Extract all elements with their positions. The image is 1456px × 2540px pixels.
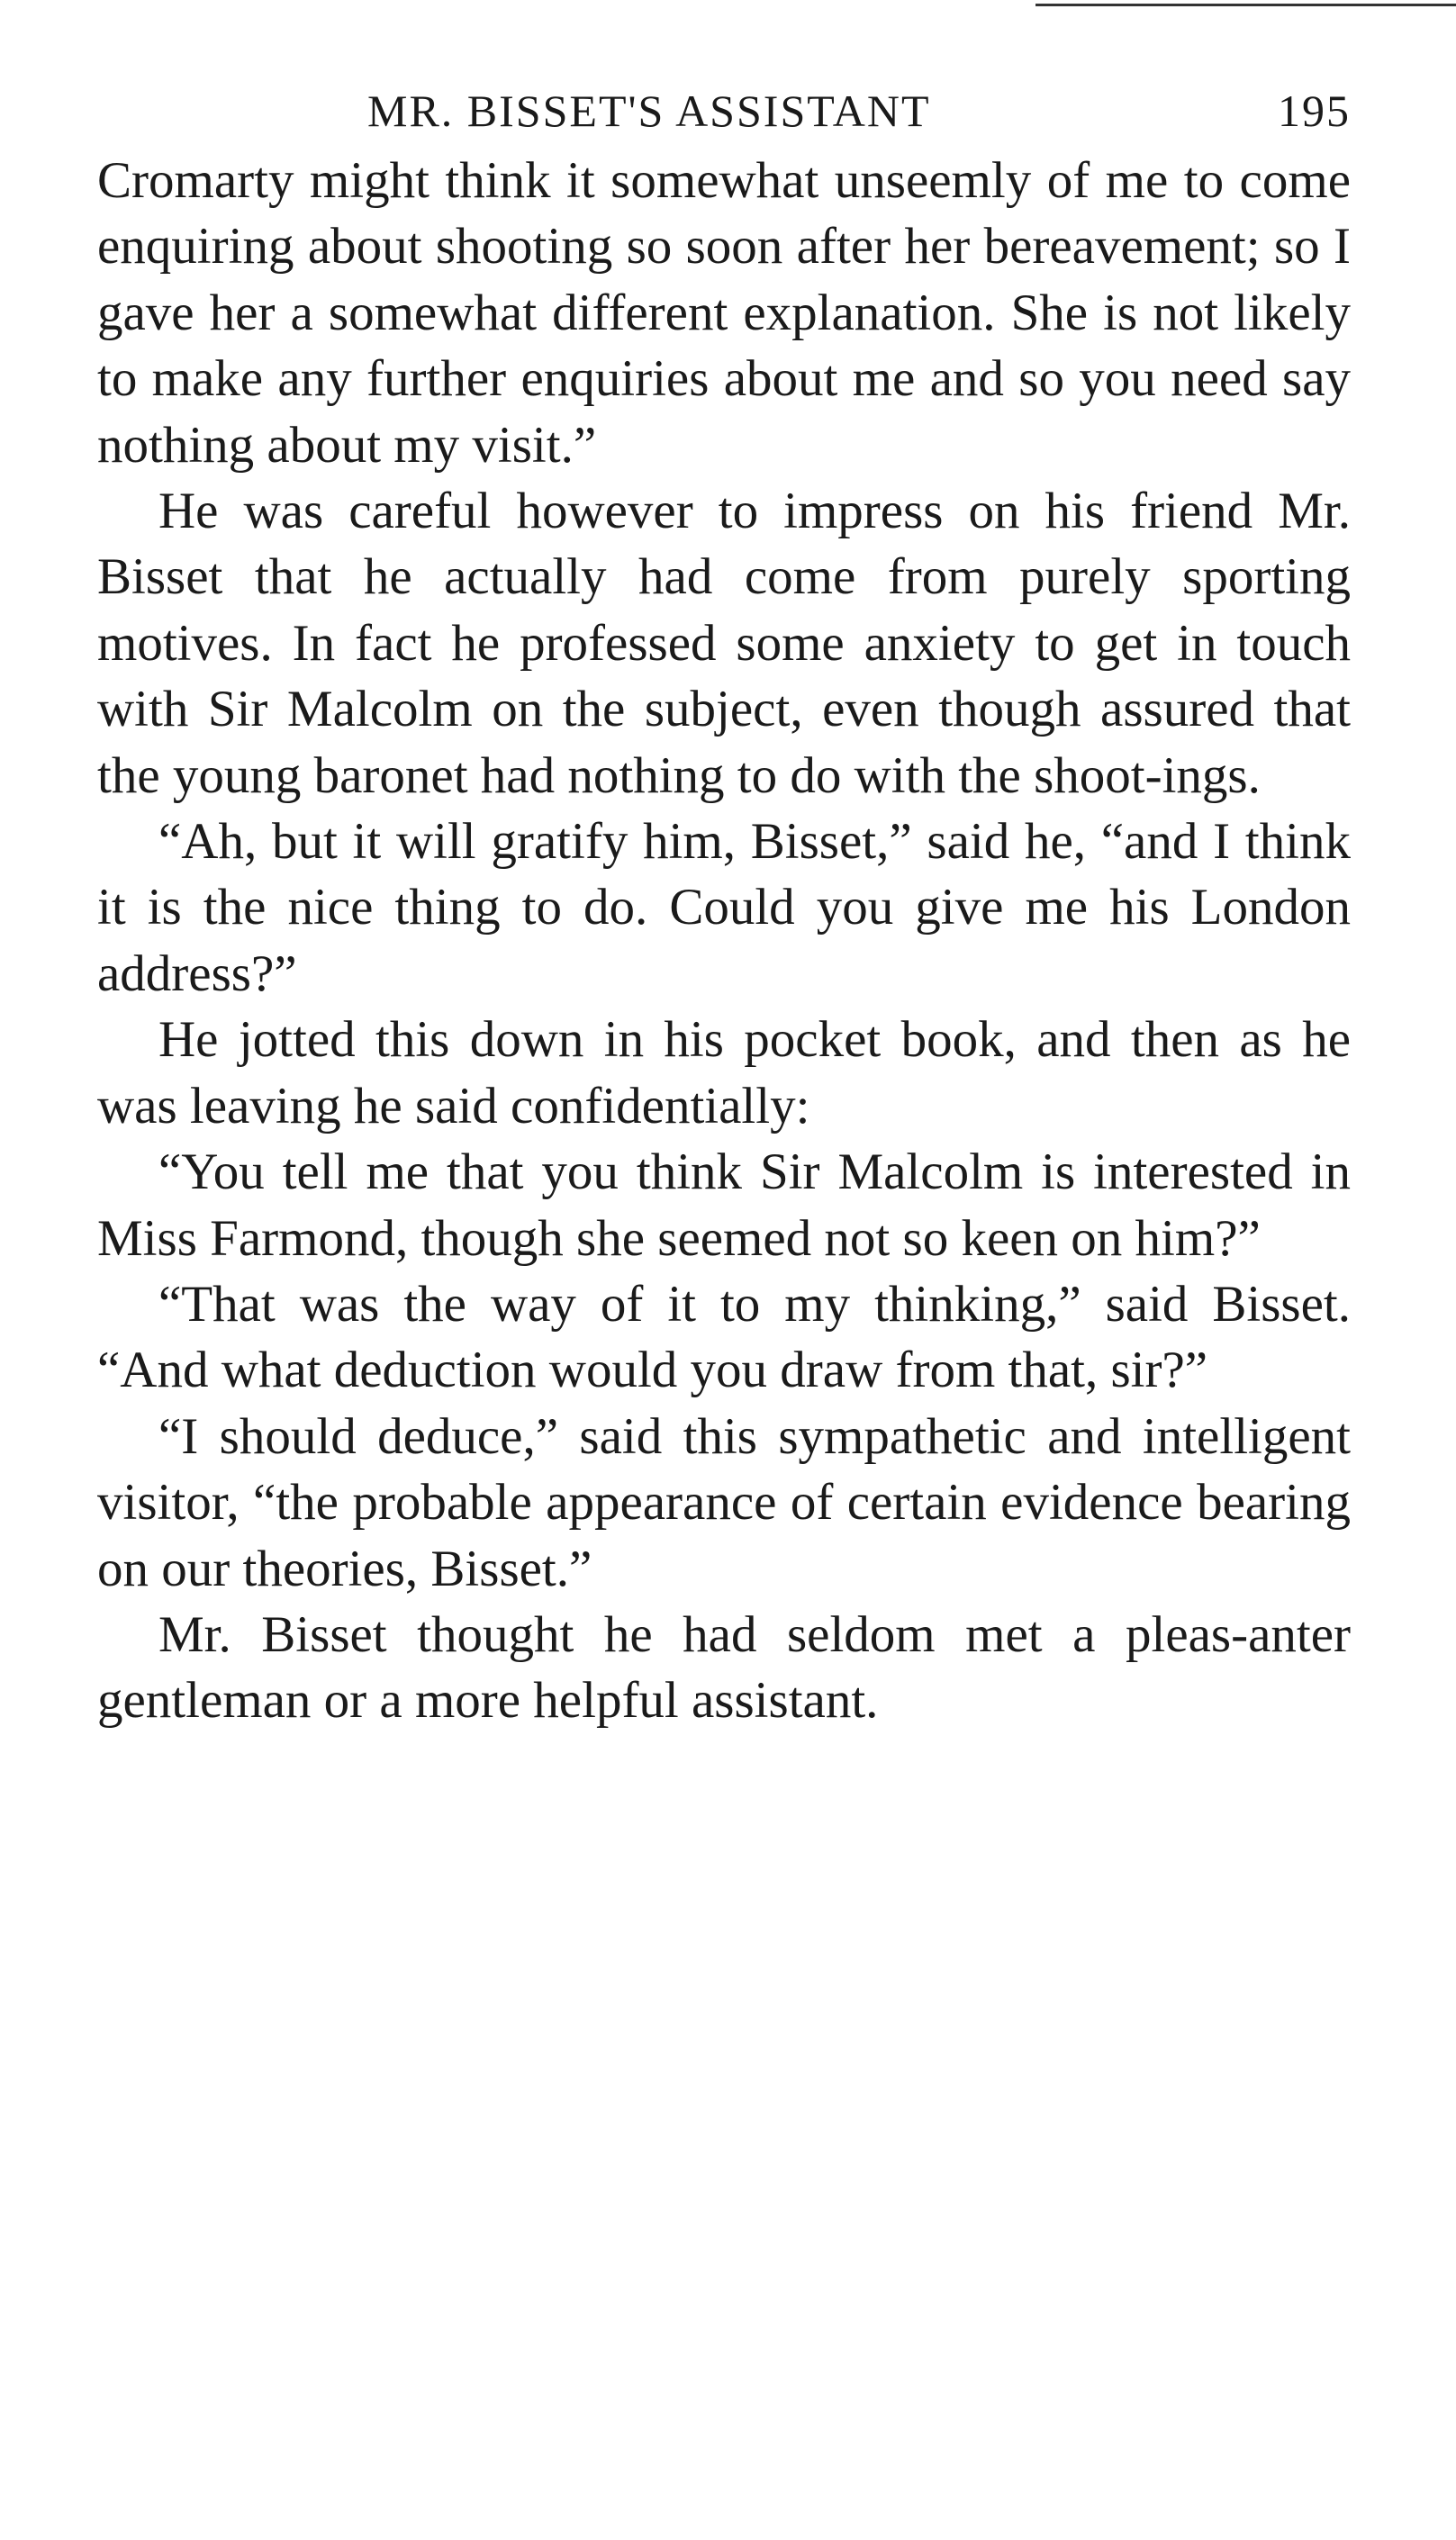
paragraph: “Ah, but it will gratify him, Bisset,” said he, “and I think it is the nice thing to do. Could you give me his London address?”	[97, 813, 1351, 1002]
paragraph: “I should deduce,” said this sympathetic and intelligent visitor, “the probable appearance of certain evidence bearing on our theories, Bisset.”	[97, 1407, 1351, 1597]
running-title: MR. BISSET'S ASSISTANT	[367, 86, 931, 136]
paragraph: “You tell me that you think Sir Malcolm is interested in Miss Farmond, though she seemed not so keen on him?”	[97, 1143, 1351, 1267]
page-number: 195	[1278, 86, 1351, 136]
paragraph: Mr. Bisset thought he had seldom met a pleas-anter gentleman or a more helpful assistant.	[97, 1605, 1351, 1730]
paragraph: “That was the way of it to my thinking,” said Bisset. “And what deduction would you draw from that, sir?”	[97, 1275, 1351, 1399]
paragraph: He was careful however to impress on his friend Mr. Bisset that he actually had come from purely sporting motives. In fact he professed some anxiety to get in touch with Sir Malcolm on the subject, even though assured that the young baronet had nothing to do with the shoot-ings.	[97, 483, 1351, 804]
paragraph: He jotted this down in his pocket book, and then as he was leaving he said confidentially:	[97, 1011, 1351, 1134]
book-page	[97, 72, 1351, 1734]
body-text	[97, 148, 1351, 1734]
top-rule	[1035, 4, 1456, 6]
running-head	[97, 72, 1351, 148]
paragraph-continued: Cromarty might think it somewhat unseemly of me to come enquiring about shooting so soon after her bereavement; so I gave her a somewhat different explanation. She is not likely to make any further enquiries about me and so you need say nothing about my visit.”	[97, 152, 1351, 474]
